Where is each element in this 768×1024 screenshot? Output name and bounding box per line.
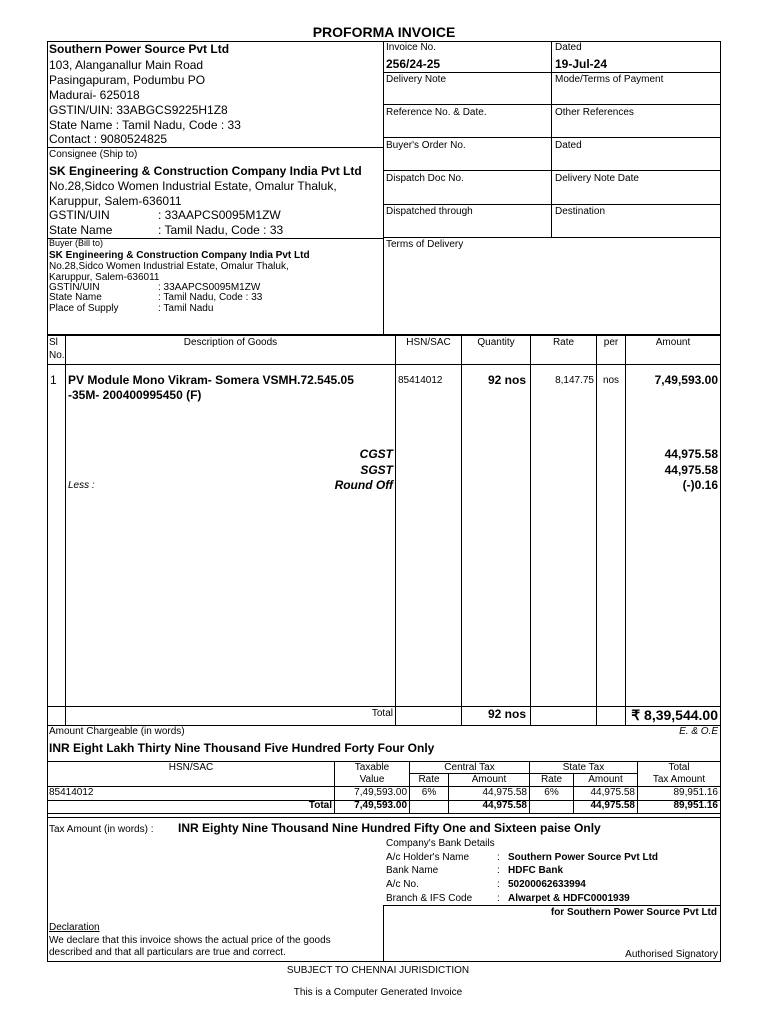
meta-line-1 xyxy=(383,72,721,73)
bank-acno-value: 50200062633994 xyxy=(508,879,586,890)
cgst-label: CGST xyxy=(359,447,393,461)
amount-words-label: Amount Chargeable (in words) xyxy=(49,726,185,737)
computer-generated-note: This is a Computer Generated Invoice xyxy=(293,987,463,998)
tax-state-rate-header: Rate xyxy=(540,774,563,785)
tax-row-state-rate: 6% xyxy=(544,787,559,798)
col-hsn-divider xyxy=(461,335,462,725)
consignee-state-value: : Tamil Nadu, Code : 33 xyxy=(158,223,284,237)
sgst-label: SGST xyxy=(360,463,393,477)
item-rate: 8,147.75 xyxy=(555,375,594,386)
consignee-gstin-label: GSTIN/UIN xyxy=(49,208,110,222)
col-hsn-header: HSN/SAC xyxy=(406,337,451,348)
item-sl: 1 xyxy=(50,373,57,387)
destination-label: Destination xyxy=(555,206,606,217)
col-no-header: No. xyxy=(49,350,65,361)
tax-total-header-2: Tax Amount xyxy=(652,774,706,785)
seller-state: State Name : Tamil Nadu, Code : 33 xyxy=(49,118,241,132)
bank-branch-label: Branch & IFS Code xyxy=(386,893,473,904)
seller-gstin: GSTIN/UIN: 33ABGCS9225H1Z8 xyxy=(49,103,228,117)
buyer-gstin-value: : 33AAPCS0095M1ZW xyxy=(158,282,261,293)
delivery-note-date-label: Delivery Note Date xyxy=(555,173,639,184)
declaration-line-1: We declare that this invoice shows the actual price of the goods xyxy=(49,935,331,946)
col-rate-divider xyxy=(596,335,597,725)
invoice-no-label: Invoice No. xyxy=(386,42,437,53)
cgst-amount: 44,975.58 xyxy=(664,447,718,461)
buyers-order-label: Buyer's Order No. xyxy=(386,140,466,151)
bank-holder-value: Southern Power Source Pvt Ltd xyxy=(508,852,659,863)
tax-central-rate-header: Rate xyxy=(418,774,440,785)
col-qty-divider xyxy=(530,335,531,725)
frame-right xyxy=(720,41,721,961)
consignee-heading: Consignee (Ship to) xyxy=(49,149,138,160)
buyer-state-label: State Name xyxy=(49,292,102,303)
col-desc-header: Description of Goods xyxy=(183,337,278,348)
col-per-header: per xyxy=(603,337,619,348)
tax-state-amount-header: Amount xyxy=(588,774,623,785)
dated-label: Dated xyxy=(555,42,582,53)
meta-line-2 xyxy=(383,104,721,105)
invoice-no-value: 256/24-25 xyxy=(386,57,441,71)
items-header-line xyxy=(47,364,721,365)
col-sl-divider xyxy=(65,335,66,725)
consignee-gstin-value: : 33AAPCS0095M1ZW xyxy=(158,208,281,222)
bank-branch-colon: : xyxy=(497,893,500,904)
buyer-address-1: No.28,Sidco Women Industrial Estate, Omalur Thaluk, xyxy=(49,261,289,272)
bank-branch-value: Alwarpet & HDFC0001939 xyxy=(508,893,630,904)
tax-central-header: Central Tax xyxy=(444,762,495,773)
dispatch-doc-label: Dispatch Doc No. xyxy=(386,173,464,184)
tax-words-label: Tax Amount (in words) : xyxy=(49,824,154,835)
meta-divider xyxy=(551,41,552,238)
roundoff-label: Round Off xyxy=(334,478,393,492)
dated-value: 19-Jul-24 xyxy=(555,57,608,71)
bank-name-colon: : xyxy=(497,865,500,876)
tax-row-central-amount: 44,975.58 xyxy=(482,787,527,798)
items-total-qty: 92 nos xyxy=(487,707,526,721)
other-references-label: Other References xyxy=(555,107,634,118)
reference-label: Reference No. & Date. xyxy=(386,107,487,118)
consignee-state-label: State Name xyxy=(49,223,113,237)
tax-taxable-header-1: Taxable xyxy=(354,762,390,773)
mode-terms-label: Mode/Terms of Payment xyxy=(555,74,664,85)
tax-words-top xyxy=(47,817,721,818)
item-desc-line-2: -35M- 200400995450 (F) xyxy=(68,388,202,402)
col-sl-header: Sl xyxy=(49,337,58,348)
tax-taxable-header-2: Value xyxy=(359,774,385,785)
buyer-gstin-label: GSTIN/UIN xyxy=(49,282,100,293)
bank-holder-label: A/c Holder's Name xyxy=(386,852,470,863)
items-total-label: Total xyxy=(371,708,393,719)
header-bottom-line xyxy=(47,334,721,336)
buyer-name: SK Engineering & Construction Company India Pvt Ltd xyxy=(49,250,310,261)
item-per: nos xyxy=(602,375,620,386)
tax-row-central-rate: 6% xyxy=(421,787,437,798)
consignee-address-2: Karuppur, Salem-636011 xyxy=(49,194,182,208)
tax-row-total: 89,951.16 xyxy=(673,787,718,798)
col-rate-header: Rate xyxy=(552,337,575,348)
consignee-name: SK Engineering & Construction Company India Pvt Ltd xyxy=(49,164,362,178)
dated2-label: Dated xyxy=(555,140,582,151)
tax-row-taxable: 7,49,593.00 xyxy=(354,787,407,798)
buyer-heading: Buyer (Bill to) xyxy=(49,238,104,248)
seller-address-1: 103, Alanganallur Main Road xyxy=(49,58,204,72)
meta-line-4 xyxy=(383,170,721,171)
authorised-signatory: Authorised Signatory xyxy=(625,949,718,960)
tax-total-header-1: Total xyxy=(668,762,690,773)
buyer-address-2: Karuppur, Salem-636011 xyxy=(49,272,160,283)
less-label: Less : xyxy=(68,480,95,491)
frame-bottom xyxy=(47,961,721,962)
signature-box-left xyxy=(383,905,384,961)
header-divider xyxy=(383,41,384,335)
signature-for: for Southern Power Source Pvt Ltd xyxy=(550,907,717,918)
jurisdiction-note: SUBJECT TO CHENNAI JURISDICTION xyxy=(286,965,470,976)
meta-line-5 xyxy=(383,204,721,205)
col-per-divider xyxy=(625,335,626,725)
tax-total-total: 89,951.16 xyxy=(673,800,718,811)
buyer-state-value: : Tamil Nadu, Code : 33 xyxy=(158,292,263,303)
bank-acno-label: A/c No. xyxy=(386,879,419,890)
declaration-heading: Declaration xyxy=(49,922,100,933)
terms-delivery-label: Terms of Delivery xyxy=(386,239,464,250)
item-qty: 92 nos xyxy=(487,373,526,387)
declaration-line-2: described and that all particulars are true and correct. xyxy=(49,947,286,958)
bank-acno-colon: : xyxy=(497,879,500,890)
bank-holder-colon: : xyxy=(497,852,500,863)
col-qty-header: Quantity xyxy=(477,337,515,348)
tax-total-state-amount: 44,975.58 xyxy=(590,800,635,811)
eoe-label: E. & O.E xyxy=(679,726,718,737)
tax-central-amount-header: Amount xyxy=(471,774,507,785)
item-desc-line-1: PV Module Mono Vikram- Somera VSMH.72.545.05 xyxy=(68,373,354,387)
items-total-top-line xyxy=(47,706,721,707)
bank-name-label: Bank Name xyxy=(386,865,439,876)
seller-bottom-line xyxy=(47,147,383,148)
seller-address-2: Pasingapuram, Podumbu PO xyxy=(49,73,206,87)
bank-name-value: HDFC Bank xyxy=(508,865,564,876)
seller-name: Southern Power Source Pvt Ltd xyxy=(49,42,230,56)
roundoff-amount: (-)0.16 xyxy=(682,478,718,492)
seller-contact: Contact : 9080524825 xyxy=(49,132,168,146)
delivery-note-label: Delivery Note xyxy=(386,74,447,85)
frame-left xyxy=(47,41,48,961)
tax-state-header: State Tax xyxy=(562,762,605,773)
document-title: PROFORMA INVOICE xyxy=(312,24,456,40)
sgst-amount: 44,975.58 xyxy=(664,463,718,477)
signature-box-top xyxy=(383,905,721,906)
item-amount: 7,49,593.00 xyxy=(654,373,718,387)
tax-row-hsn: 85414012 xyxy=(49,787,94,798)
dispatched-through-label: Dispatched through xyxy=(386,206,473,217)
col-desc-divider xyxy=(395,335,396,725)
consignee-address-1: No.28,Sidco Women Industrial Estate, Omalur Thaluk, xyxy=(49,179,337,193)
meta-line-6 xyxy=(383,237,721,238)
meta-line-3 xyxy=(383,137,721,138)
tax-row-state-amount: 44,975.58 xyxy=(590,787,635,798)
tax-hsn-header: HSN/SAC xyxy=(168,762,214,773)
tax-total-label: Total xyxy=(308,800,332,811)
items-total-amount: ₹ 8,39,544.00 xyxy=(631,707,718,723)
tax-table-bottom xyxy=(47,813,721,814)
tax-total-taxable: 7,49,593.00 xyxy=(354,800,407,811)
item-hsn: 85414012 xyxy=(398,375,443,386)
tax-words-value: INR Eighty Nine Thousand Nine Hundred Fifty One and Sixteen paise Only xyxy=(178,821,601,835)
amount-words-value: INR Eight Lakh Thirty Nine Thousand Five Hundred Forty Four Only xyxy=(49,741,435,755)
bank-heading: Company's Bank Details xyxy=(386,838,495,849)
buyer-pos-label: Place of Supply xyxy=(49,303,119,314)
col-amount-header: Amount xyxy=(655,337,691,348)
buyer-pos-value: : Tamil Nadu xyxy=(158,303,214,314)
seller-address-3: Madurai- 625018 xyxy=(49,88,140,102)
tax-total-central-amount: 44,975.58 xyxy=(482,800,527,811)
